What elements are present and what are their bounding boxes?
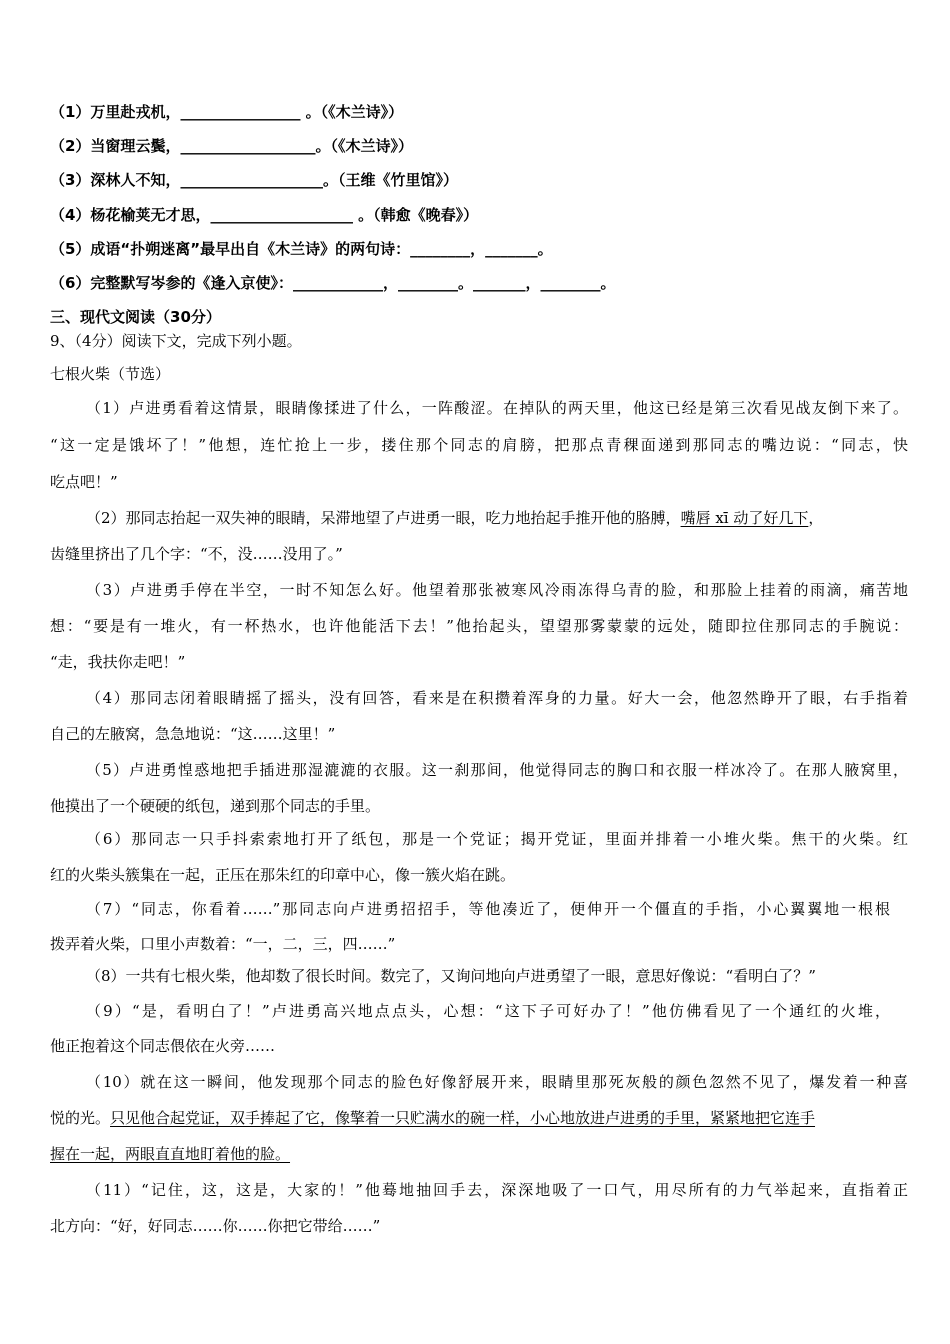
article-line: 悦的光。只见他合起党证，双手捧起了它，像擎着一只贮满水的碗一样，小心地放进卢进勇的手里，紧紧地把它连手	[50, 1109, 816, 1127]
article-line: “这一定是饿坏了！”他想，连忙抢上一步，搂住那个同志的肩膀，把那点青稞面递到那同志的嘴边说：“同志，快	[50, 436, 908, 454]
article-line: （3）卢进勇手停在半空，一时不知怎么好。他望着那张被寒风冷雨冻得乌青的脸，和那脸上挂着的雨滴，痛苦地	[86, 581, 908, 599]
article-line: 他摸出了一个硬硬的纸包，递到那个同志的手里。	[50, 797, 381, 815]
fill-in-item-5: （5）成语“扑朔迷离”最早出自《木兰诗》的两句诗：________，_______。	[50, 240, 553, 258]
fill-in-item-3: （3）深林人不知，___________________。（王维《竹里馆》）	[50, 171, 458, 189]
article-line: 红的火柴头簇集在一起，正压在那朱红的印章中心，像一簇火焰在跳。	[50, 866, 516, 884]
article-line: 自己的左腋窝，急急地说：“这……这里！”	[50, 725, 336, 743]
question-prompt: 9、（4分）阅读下文，完成下列小题。	[50, 332, 302, 350]
fill-in-item-2: （2）当窗理云鬓，__________________。（《木兰诗》）	[50, 137, 413, 155]
article-line: （4）那同志闭着眼睛摇了摇头，没有回答，看来是在积攒着浑身的力量。好大一会，他忽然睁开了眼，右手指着	[86, 689, 908, 707]
article-title: 七根火柴（节选）	[50, 365, 171, 383]
article-line: 吃点吧！”	[50, 473, 118, 491]
fill-in-item-6: （6）完整默写岑参的《逢入京使》：____________，________。_______，________。	[50, 274, 616, 292]
article-line: 拨弄着火柴，口里小声数着：“一，二，三，四……”	[50, 935, 396, 953]
article-line: 想：“要是有一堆火，有一杯热水，也许他能活下去！”他抬起头，望望那雾蒙蒙的远处，随即拉住那同志的手腕说：	[50, 617, 908, 635]
article-line: “走，我扶你走吧！”	[50, 653, 186, 671]
article-line: （8）一共有七根火柴，他却数了很长时间。数完了，又询问地向卢进勇望了一眼，意思好像说：“看明白了？”	[86, 967, 816, 985]
underlined-phrase: 嘴唇 xī 动了好几下	[680, 509, 809, 527]
article-line: （10）就在这一瞬间，他发现那个同志的脸色好像舒展开来，眼睛里那死灰般的颜色忽然不见了，爆发着一种喜	[86, 1073, 908, 1091]
article-line: （11）“记住，这，这是，大家的！”他蓦地抽回手去，深深地吸了一口气，用尽所有的力气举起来，直指着正	[86, 1181, 908, 1199]
article-line: （9）“是，看明白了！”卢进勇高兴地点点头，心想：“这下子可好办了！”他仿佛看见了一个通红的火堆，	[86, 1002, 890, 1020]
article-line: 北方向：“好，好同志……你……你把它带给……”	[50, 1217, 381, 1235]
article-line: （2）那同志抬起一双失神的眼睛，呆滞地望了卢进勇一眼，吃力地抬起手推开他的胳膊，嘴唇 xī 动了好几下，	[86, 509, 824, 527]
underlined-sentence: 只见他合起党证，双手捧起了它，像擎着一只贮满水的碗一样，小心地放进卢进勇的手里，紧紧地把它连手	[110, 1109, 816, 1127]
fill-in-item-1: （1）万里赴戎机，________________ 。（《木兰诗》）	[50, 103, 404, 121]
article-line: （1）卢进勇看着这情景，眼睛像揉进了什么，一阵酸涩。在掉队的两天里，他这已经是第三次看见战友倒下来了。	[86, 399, 908, 417]
article-line: 齿缝里挤出了几个字：“不，没……没用了。”	[50, 545, 343, 563]
article-line: （6）那同志一只手抖索索地打开了纸包，那是一个党证；揭开党证，里面并排着一小堆火柴。焦干的火柴。红	[86, 830, 908, 848]
article-line: 他正抱着这个同志偎依在火旁……	[50, 1037, 276, 1055]
article-line: （7）“同志，你看着……”那同志向卢进勇招招手，等他凑近了，便伸开一个僵直的手指，小心翼翼地一根根	[86, 900, 890, 918]
section-heading: 三、现代文阅读（30分）	[50, 308, 221, 326]
underlined-sentence: 握在一起，两眼直直地盯着他的脸。	[50, 1145, 291, 1163]
article-line: （5）卢进勇惶惑地把手插进那湿漉漉的衣服。这一刹那间，他觉得同志的胸口和衣服一样冰冷了。在那人腋窝里，	[86, 761, 908, 779]
fill-in-item-4: （4）杨花榆荚无才思，___________________ 。（韩愈《晚春》）	[50, 206, 479, 224]
